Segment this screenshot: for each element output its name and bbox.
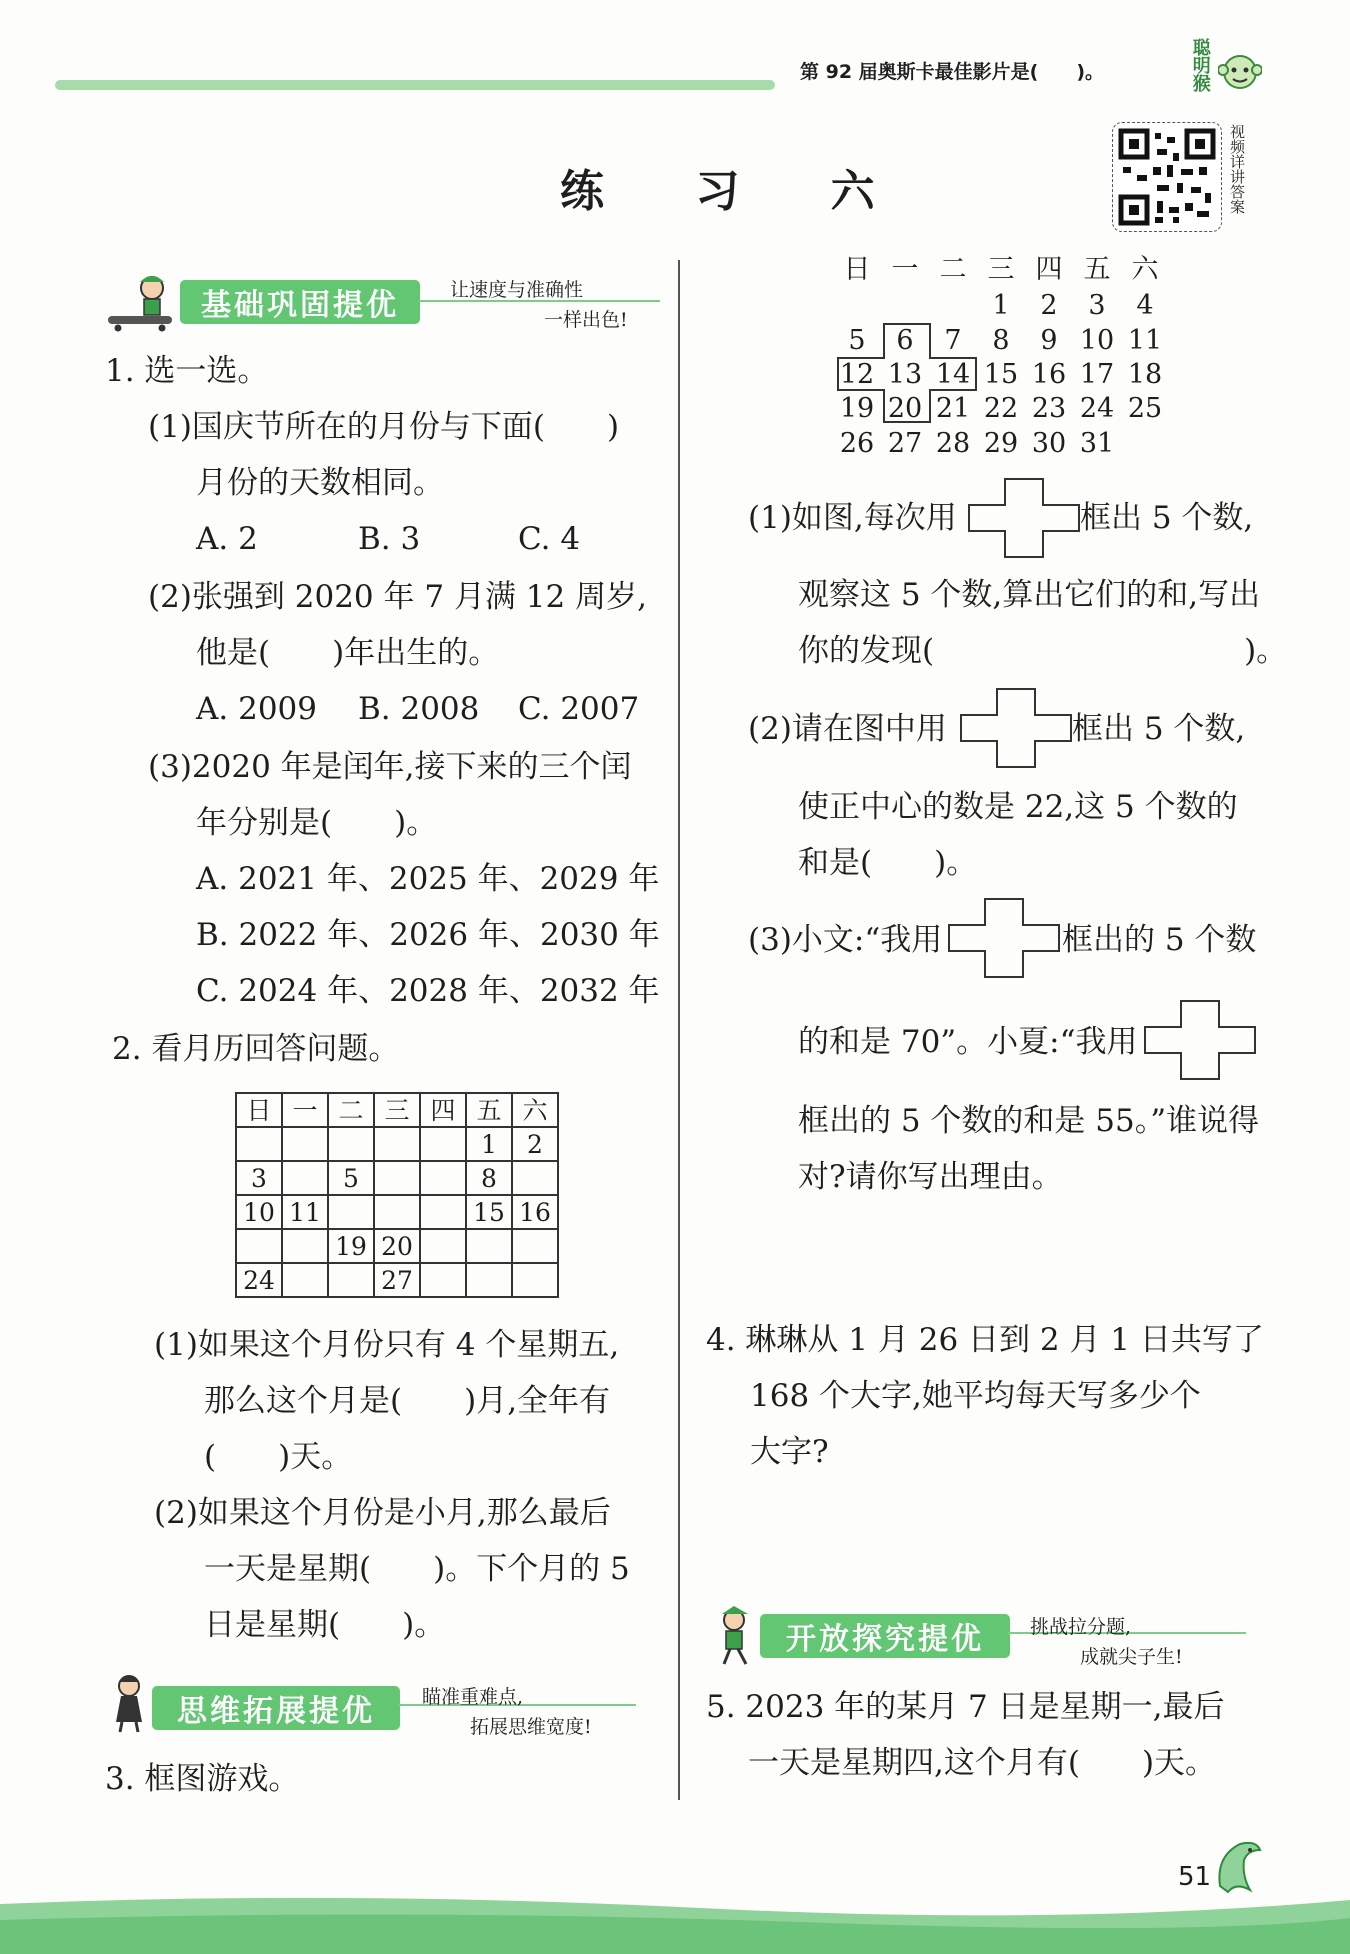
option-c[interactable]: C. 4 (518, 521, 581, 557)
section-slogan: 瞄准重难点, (422, 1686, 524, 1708)
section-slogan: 一样出色! (544, 309, 628, 331)
question-1-1-text: 月份的天数相同。 (196, 465, 444, 501)
question-2-2-text: 日是星期( )。 (204, 1607, 446, 1643)
calendar-cross-highlight (836, 322, 978, 424)
question-1-3-text: (3)2020 年是闰年,接下来的三个闰 (148, 749, 632, 785)
qr-label: 视频详讲答案 (1228, 124, 1246, 214)
option-a[interactable]: A. 2 (196, 521, 258, 557)
question-3-2-text: 使正中心的数是 22,这 5 个数的 (798, 789, 1238, 825)
question-5-text: 5. 2023 年的某月 7 日是星期一,最后 (706, 1689, 1225, 1725)
section-banner-thinking: 思维拓展提优 (152, 1686, 400, 1730)
question-5-text: 一天是星期四,这个月有( )天。 (748, 1745, 1217, 1781)
column-divider (678, 260, 680, 1800)
question-3-1-text: 观察这 5 个数,算出它们的和,写出 (798, 577, 1261, 613)
option-b[interactable]: B. 2022 年、2026 年、2030 年 (196, 917, 660, 953)
question-3-stem: 3. 框图游戏。 (105, 1761, 300, 1797)
question-3-3-text: 框出的 5 个数的和是 55。”谁说得 (798, 1103, 1260, 1139)
question-2-2-text: 一天是星期( )。下个月的 5 (204, 1551, 630, 1587)
question-3-1-text: 你的发现( )。 (798, 633, 1288, 669)
question-4-text: 大字? (750, 1434, 829, 1470)
girl-mascot-icon (104, 1672, 154, 1734)
page-title: 练 习 六 (560, 166, 913, 217)
question-3-2-text: 和是( )。 (798, 845, 978, 881)
page-number: 51 (1178, 1862, 1212, 1892)
option-a[interactable]: A. 2021 年、2025 年、2029 年 (196, 861, 660, 897)
section-slogan: 成就尖子生! (1080, 1646, 1183, 1668)
option-c[interactable]: C. 2024 年、2028 年、2032 年 (196, 973, 660, 1009)
section-slogan: 让速度与准确性 (450, 279, 584, 301)
section-banner-basic: 基础巩固提优 (180, 280, 420, 324)
question-3-2-text: (2)请在图中用 (748, 711, 947, 747)
cross-shape-icon (948, 898, 1060, 978)
dolphin-icon (1210, 1836, 1264, 1900)
section-slogan: 拓展思维宽度! (470, 1716, 592, 1738)
header-bar (55, 80, 775, 90)
question-1-2-text: (2)张强到 2020 年 7 月满 12 周岁, (148, 579, 647, 615)
option-b[interactable]: B. 3 (358, 521, 421, 557)
explorer-kid-icon (704, 1604, 760, 1666)
question-2-1-text: (1)如果这个月份只有 4 个星期五, (154, 1327, 620, 1363)
header-question: 第 92 届奥斯卡最佳影片是( )。 (800, 61, 1105, 83)
question-2-1-text: 那么这个月是( )月,全年有 (204, 1383, 611, 1419)
footer-wave (0, 1860, 1350, 1954)
cross-shape-icon (968, 478, 1080, 558)
question-3-1-text: 框出 5 个数, (1080, 500, 1254, 536)
question-2-1-text: ( )天。 (204, 1439, 353, 1475)
question-2-stem: 2. 看月历回答问题。 (112, 1031, 400, 1067)
section-banner-explore: 开放探究提优 (760, 1614, 1010, 1658)
monkey-icon (1218, 50, 1262, 98)
question-3-2-text: 框出 5 个数, (1072, 711, 1246, 747)
question-3-3-text: 的和是 70”。小夏:“我用 (798, 1024, 1138, 1060)
question-2-2-text: (2)如果这个月份是小月,那么最后 (154, 1495, 611, 1531)
question-1-3-text: 年分别是( )。 (196, 805, 438, 841)
section-slogan: 挑战拉分题, (1030, 1616, 1132, 1638)
mascot-label: 聪明猴 (1189, 38, 1211, 92)
question-4-text: 4. 琳琳从 1 月 26 日到 2 月 1 日共写了 (706, 1322, 1264, 1358)
question-4-text: 168 个大字,她平均每天写多少个 (750, 1378, 1201, 1414)
question-3-1-text: (1)如图,每次用 (748, 500, 957, 536)
qr-code-icon (1113, 123, 1221, 231)
skateboard-kid-icon (100, 270, 180, 332)
question-3-3-text: 对?请你写出理由。 (798, 1159, 1063, 1195)
question-3-3-text: (3)小文:“我用 (748, 922, 943, 958)
option-a[interactable]: A. 2009 (196, 691, 317, 727)
question-1-stem: 1. 选一选。 (105, 353, 269, 389)
qr-code[interactable] (1112, 122, 1222, 232)
question-1-2-text: 他是( )年出生的。 (196, 635, 500, 671)
question-1-1-text: (1)国庆节所在的月份与下面( ) (148, 409, 620, 445)
question-3-3-text: 框出的 5 个数 (1062, 922, 1257, 958)
month-calendar-grid: 日 一 二 三 四 五 六 1 2 3 5 8 10 11 15 16 19 20 24 27 (235, 1092, 559, 1298)
cross-shape-icon (1144, 1000, 1256, 1080)
cross-shape-icon (960, 688, 1072, 768)
option-c[interactable]: C. 2007 (518, 691, 640, 727)
option-b[interactable]: B. 2008 (358, 691, 480, 727)
